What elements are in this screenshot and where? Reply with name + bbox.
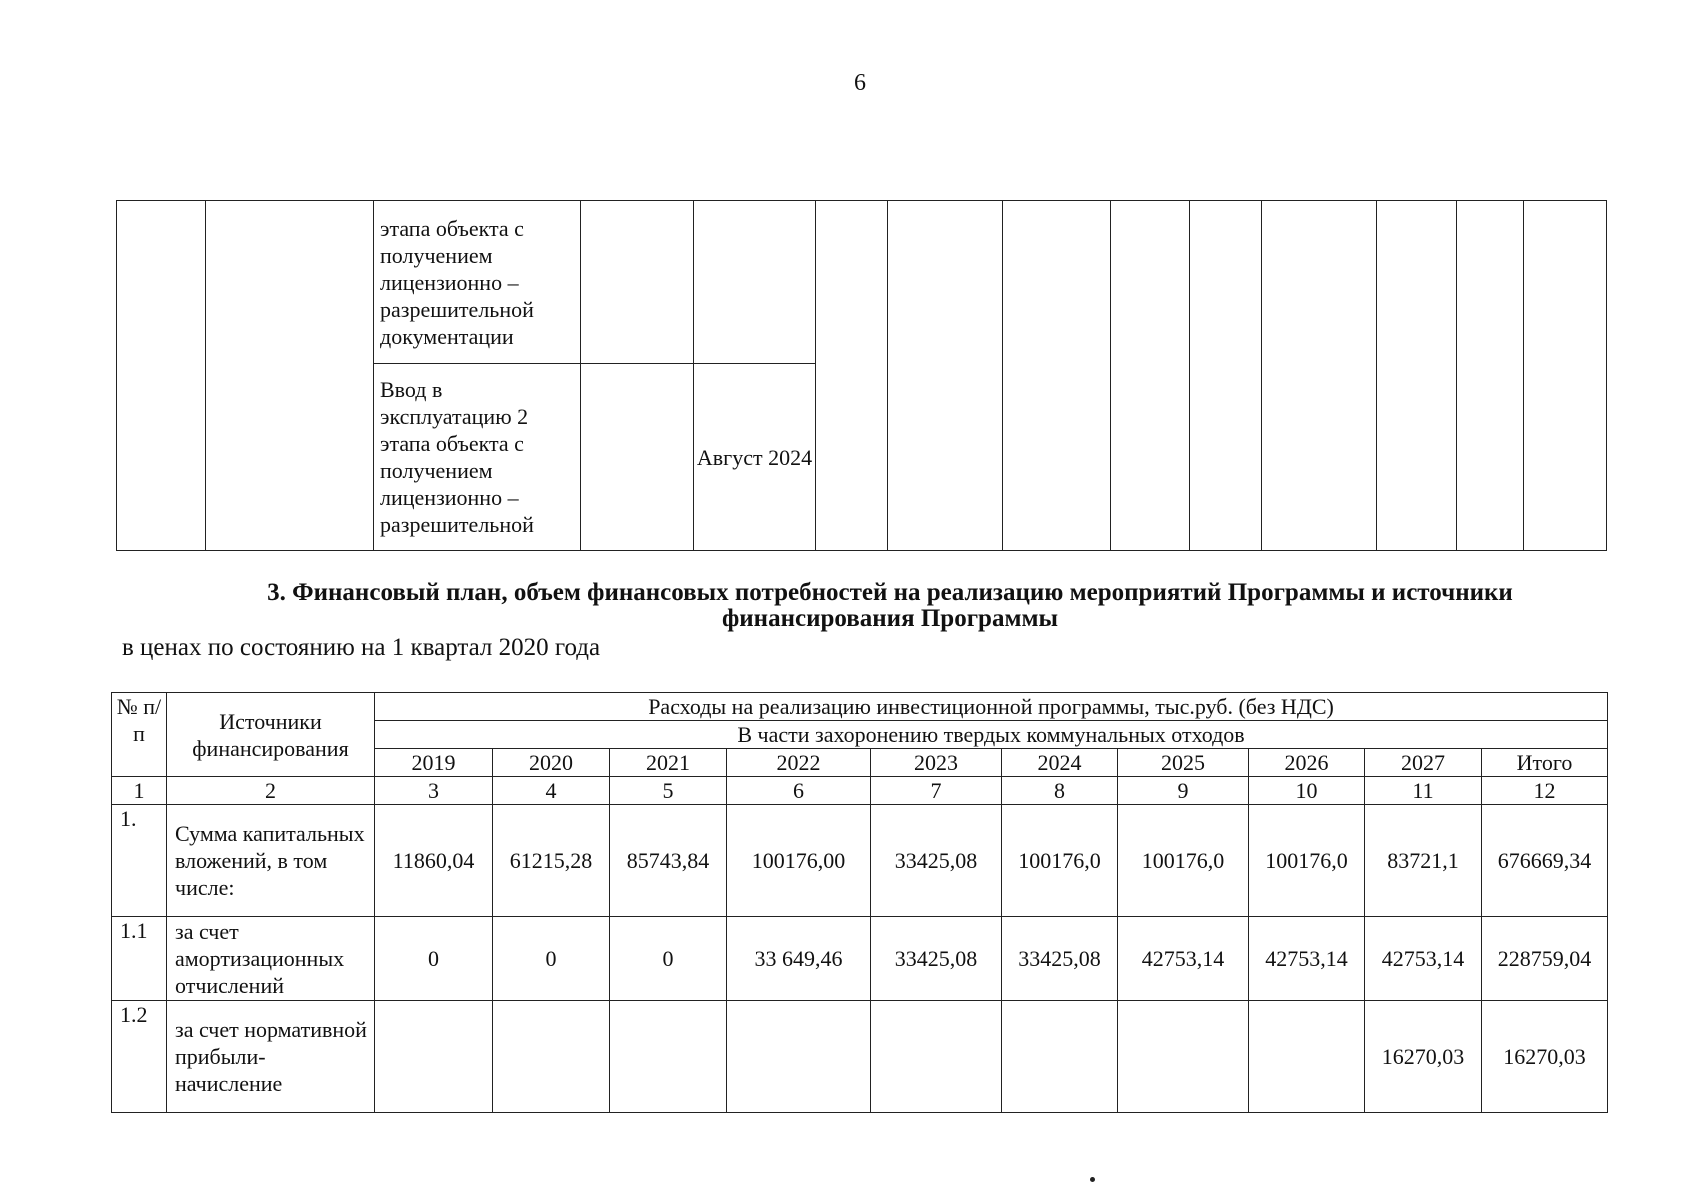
table-cell: 61215,28 [493,805,610,917]
table-cell: 100176,0 [1002,805,1118,917]
header-part: В части захоронению твердых коммунальных отходов [375,721,1608,749]
column-number: 3 [375,777,493,805]
column-number: 12 [1482,777,1608,805]
continuation-table [116,200,1607,551]
year-header: 2019 [375,749,493,777]
year-header: 2027 [1365,749,1482,777]
table-cell: 33425,08 [871,917,1002,1001]
table-cell [1524,201,1607,551]
table-cell [1377,201,1457,551]
table-row [112,805,1608,917]
table-cell [1118,1001,1249,1113]
table-cell: 0 [375,917,493,1001]
header-expenses: Расходы на реализацию инвестиционной программы, тыс.руб. (без НДС) [375,693,1608,721]
table-cell: 33425,08 [871,805,1002,917]
table-cell [1457,201,1524,551]
finance-table [111,692,1608,1113]
column-number: 5 [610,777,727,805]
total-header: Итого [1482,749,1608,777]
column-number: 11 [1365,777,1482,805]
table-cell [1111,201,1190,551]
table-cell [493,1001,610,1113]
column-number: 9 [1118,777,1249,805]
row-source: за счет нормативной прибыли-начисление [167,1001,375,1113]
stage-description: этапа объекта с получением лицензионно – разрешительной документации [374,201,581,364]
table-cell [610,1001,727,1113]
table-cell: 0 [610,917,727,1001]
table-cell: 16270,03 [1365,1001,1482,1113]
stage-description: Ввод в эксплуатацию 2 этапа объекта с получением лицензионно – разрешительной [374,364,581,551]
table-cell [888,201,1003,551]
table-row [112,917,1608,1001]
stage-date: Август 2024 [694,364,816,551]
row-number: 1.2 [112,1001,167,1113]
column-number: 4 [493,777,610,805]
table-cell [1262,201,1377,551]
row-number: 1.1 [112,917,167,1001]
table-cell [206,201,374,551]
year-header: 2026 [1249,749,1365,777]
table-cell [1002,1001,1118,1113]
table-cell: 33 649,46 [727,917,871,1001]
column-number: 6 [727,777,871,805]
section-title: 3. Финансовый план, объем финансовых потребностей на реализацию мероприятий Программы и источники финансирования Программы [267,579,1513,632]
row-number: 1. [112,805,167,917]
table-cell: 42753,14 [1365,917,1482,1001]
table-cell: 16270,03 [1482,1001,1608,1113]
table-cell [694,201,816,364]
scan-speck [1090,1177,1095,1182]
table-cell: 11860,04 [375,805,493,917]
year-header: 2025 [1118,749,1249,777]
table-cell [1003,201,1111,551]
table-cell [1249,1001,1365,1113]
table-cell: 42753,14 [1249,917,1365,1001]
table-cell [375,1001,493,1113]
table-cell: 0 [493,917,610,1001]
table-cell: 33425,08 [1002,917,1118,1001]
table-cell [816,201,888,551]
table-cell [1190,201,1262,551]
column-number: 2 [167,777,375,805]
header-number: № п/п [112,693,167,777]
table-row [112,1001,1608,1113]
year-header: 2021 [610,749,727,777]
year-header: 2024 [1002,749,1118,777]
table-cell: 42753,14 [1118,917,1249,1001]
table-cell [581,201,694,364]
table-cell [581,364,694,551]
table-cell: 83721,1 [1365,805,1482,917]
page-number: 6 [854,70,866,96]
table-cell: 100176,0 [1118,805,1249,917]
table-cell [117,201,206,551]
table-cell: 100176,00 [727,805,871,917]
row-source: за счет амортизационных отчислений [167,917,375,1001]
column-number: 1 [112,777,167,805]
table-cell [871,1001,1002,1113]
table-cell [727,1001,871,1113]
year-header: 2020 [493,749,610,777]
table-cell: 228759,04 [1482,917,1608,1001]
section-subtitle: в ценах по состоянию на 1 квартал 2020 года [122,634,601,661]
year-header: 2022 [727,749,871,777]
column-number: 8 [1002,777,1118,805]
column-number: 10 [1249,777,1365,805]
table-cell: 85743,84 [610,805,727,917]
table-cell: 676669,34 [1482,805,1608,917]
table-cell: 100176,0 [1249,805,1365,917]
column-number: 7 [871,777,1002,805]
row-source: Сумма капитальных вложений, в том числе: [167,805,375,917]
year-header: 2023 [871,749,1002,777]
header-source: Источники финансирования [167,693,375,777]
